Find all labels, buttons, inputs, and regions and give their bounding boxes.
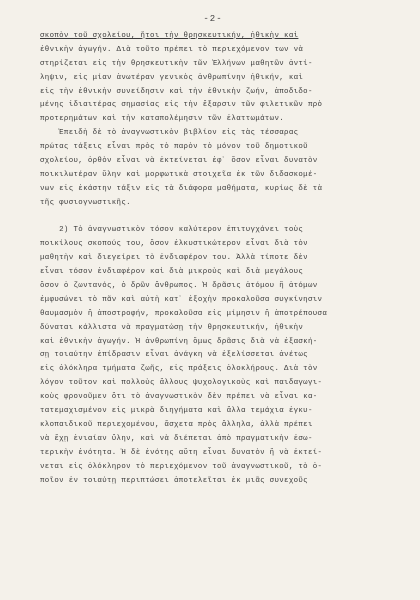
text-line: στηρίζεται εἰς τὴν θρησκευτικὴν τῶν Ἑλλήνων μαθητῶν ἀντί-	[40, 59, 313, 68]
text-line: εἰς ὁλόκληρα τμήματα ζωῆς, εἰς πράξεις ὁλοκλήρους. Διὰ τὸν	[40, 365, 318, 374]
text-line: ποικιλωτέραν ὕλην καὶ μορφωτικὰ στοιχεῖα ἐκ τῶν διδασκομέ-	[40, 170, 318, 179]
text-line: ποῖον ἐν τοιαύτῃ περιπτώσει ἀποτελεῖται ἐκ μιᾶς συνεχοῦς	[40, 476, 308, 485]
text-line: ἐθνικὴν ἀγωγήν. Διὰ τοῦτο πρέπει τὸ περιεχόμενον των νὰ	[40, 45, 304, 54]
text-line: σχολείου, ὀρθὸν εἶναι νὰ ἐκτείνεται ἐφ᾽ ὅσον εἶναι δυνατὸν	[40, 157, 318, 166]
text-line: δύναται κάλλιστα νὰ πραγματώσῃ τὴν θρησκευτικήν, ἠθικὴν	[40, 323, 304, 332]
page-number: -2-	[203, 14, 223, 24]
text-line: ὅσον ὁ ζωντανός, ὁ δρῶν ἄνθρωπος. Ἡ δρᾶσις ἀτόμου ἢ ἀτόμων	[40, 282, 318, 291]
document-body	[40, 30, 386, 488]
text-line: ληψιν, εἰς μίαν ἀνωτέραν γενικὸς ἀνθρωπίνην ἠθικήν, καὶ	[40, 73, 304, 82]
text-line: πρώτας τάξεις εἶναι πρὸς τὸ παρὸν τὸ μόνον τοῦ δημοτικοῦ	[40, 143, 308, 152]
text-line: 2) Τὸ ἀναγνωστικὸν τόσον καλύτερον ἐπιτυγχάνει τοὺς	[40, 226, 304, 235]
text-line: τερικὴν ἑνότητα. Ἡ δὲ ἑνότης αὕτη εἶναι δυνατὸν ἢ νὰ ἐκτεί-	[40, 448, 323, 457]
text-line: τῆς φυσιογνωστικῆς.	[40, 198, 131, 207]
text-line: νεται εἰς ὁλόκληρον τὸ περιεχόμενον τοῦ ἀναγνωστικοῦ, τὸ ὁ-	[40, 462, 323, 471]
text-line: εἰς τὴν ἐθνικὴν συνείδησιν καὶ τὴν ἐθνικὴν ζωήν, ἀποδιδο-	[40, 87, 313, 96]
text-line: εἶναι τόσον ἐνδιαφέρον καὶ διὰ μικροὺς καὶ διὰ μεγάλους	[40, 268, 304, 277]
text-line: θαυμασμὸν ἢ ἀποστροφήν, προκαλοῦσα εἰς μίμησιν ἢ ἀποτρέπουσα	[40, 309, 328, 318]
text-line: ἐμφυσώνει τὸ πᾶν καὶ αὐτὴ κατ᾽ ἐξοχὴν προκαλοῦσα συγκίνησιν	[40, 295, 323, 304]
text-line: Ἐπειδὴ δὲ τὸ ἀναγνωστικὸν βιβλίον εἰς τὰς τέσσαρας	[40, 129, 299, 138]
text-line: κοὺς φρονοῦμεν ὅτι τὸ ἀναγνωστικὸν δὲν πρέπει νὰ εἶναι κα-	[40, 393, 318, 402]
text-line: τατεμαχισμένον εἰς μικρὰ διηγήματα καὶ ἄλλα τεμάχια ἐγκυ-	[40, 407, 313, 416]
text-line: ποικίλους σκοπούς του, ὅσον ἐλκυστικώτερον εἶναι διὰ τὸν	[40, 240, 308, 249]
text-line: μαθητὴν καὶ διεγείρει τὸ ἐνδιαφέρον του. Ἀλλὰ τίποτε δὲν	[40, 254, 308, 263]
text-line	[40, 211, 386, 225]
text-line: κλοπαιδικοῦ περιεχομένου, ἄσχετα πρὸς ἄλληλα, ἀλλὰ πρέπει	[40, 420, 313, 429]
text-line: σκοπὸν τοῦ σχολείου, ἤτοι τὴν θρησκευτικήν, ἠθικὴν καὶ	[40, 32, 299, 40]
text-line: μένης ἰδιαιτέρας σημασίας εἰς τὴν ἔξαρσιν τῶν φιλετικῶν πρὸ	[40, 101, 323, 110]
text-line: καὶ ἐθνικὴν ἀγωγήν. Ἡ ἀνθρωπίνη ὅμως δρᾶσις διὰ νὰ ἐξασκή-	[40, 337, 318, 346]
text-line: νὰ ἔχῃ ἑνιαίαν ὕλην, καὶ νὰ διέπεται ἀπὸ πραγματικὴν ἐσω-	[40, 434, 313, 443]
text-line: προτερημάτων καὶ τὴν καταπολέμησιν τῶν ἐλαττωμάτων.	[40, 115, 285, 124]
text-line: λόγον τοῦτον καὶ πολλοὺς ἄλλους ψυχολογικοὺς καὶ παιδαγωγι-	[40, 379, 323, 388]
text-line: νων εἰς ἑκάστην τάξιν εἰς τὰ διάφορα μαθήματα, κυρίως δὲ τὰ	[40, 184, 323, 193]
text-line: σῃ τοιαύτην ἐπίδρασιν εἶναι ἀνάγκη νὰ ἐξελίσσεται ἀνέτως	[40, 351, 308, 360]
